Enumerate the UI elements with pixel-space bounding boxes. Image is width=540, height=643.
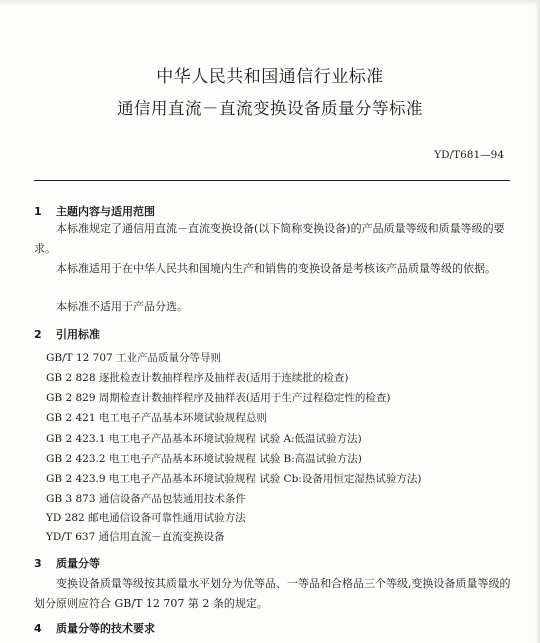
section-title: 主题内容与适用范围: [56, 205, 155, 218]
reference-item: GB 2 423.9 电工电子产品基本环境试验规程 试验 Cb:设备用恒定湿热试验方法): [46, 473, 422, 485]
reference-item: GB/T 12 707 工业产品质量分等导则: [46, 352, 222, 364]
paragraph: 本标准规定了通信用直流－直流变换设备(以下简称变换设备)的产品质量等级和质量等级的要求。: [34, 222, 505, 255]
standard-category-title: 中华人民共和国通信行业标准: [156, 67, 384, 87]
reference-item: YD/T 637 通信用直流－直流变换设备: [46, 531, 225, 543]
section-title: 引用标准: [56, 328, 100, 341]
section-number: 3: [34, 557, 42, 570]
reference-item: GB 2 423.2 电工电子产品基本环境试验规程 试验 B:高温试验方法): [46, 453, 362, 465]
standard-code: YD/T681—94: [434, 149, 504, 161]
reference-item: GB 2 423.1 电工电子产品基本环境试验规程 试验 A:低温试验方法): [46, 433, 362, 445]
section-title: 质量分等的技术要求: [56, 622, 155, 635]
section-number: 4: [34, 622, 42, 635]
reference-item: YD 282 邮电通信设备可靠性通用试验方法: [46, 512, 246, 524]
page-edge-top: [0, 0, 540, 6]
section-number: 1: [34, 205, 42, 218]
section-heading-4: [34, 620, 155, 636]
paragraph: 变换设备质量等级按其质量水平划分为优等品、一等品和合格品三个等级,变换设备质量等级的划分原则应符合 GB/T 12 707 第 2 条的规定。: [34, 577, 511, 610]
reference-item: GB 3 873 通信设备产品包装通用技术条件: [46, 493, 246, 505]
paragraph: 本标准适用于在中华人民共和国境内生产和销售的变换设备是考核该产品质量等级的依据。: [56, 262, 496, 275]
reference-item: GB 2 828 逐批检查计数抽样程序及抽样表(适用于连续批的检查): [46, 372, 349, 384]
section-title: 质量分等: [56, 557, 100, 570]
header-rule: [34, 180, 510, 181]
reference-item: GB 2 421 电工电子产品基本环境试验规程总则: [46, 412, 267, 424]
paragraph: 本标准不适用于产品分选。: [56, 300, 188, 313]
standard-name-title: 通信用直流－直流变换设备质量分等标准: [117, 99, 423, 118]
section-heading-3: [34, 555, 100, 571]
section-heading-2: [34, 326, 100, 342]
section-number: 2: [34, 328, 42, 341]
section-heading-1: [34, 203, 155, 219]
reference-item: GB 2 829 周期检查计数抽样程序及抽样表(适用于生产过程稳定性的检查): [46, 392, 391, 404]
